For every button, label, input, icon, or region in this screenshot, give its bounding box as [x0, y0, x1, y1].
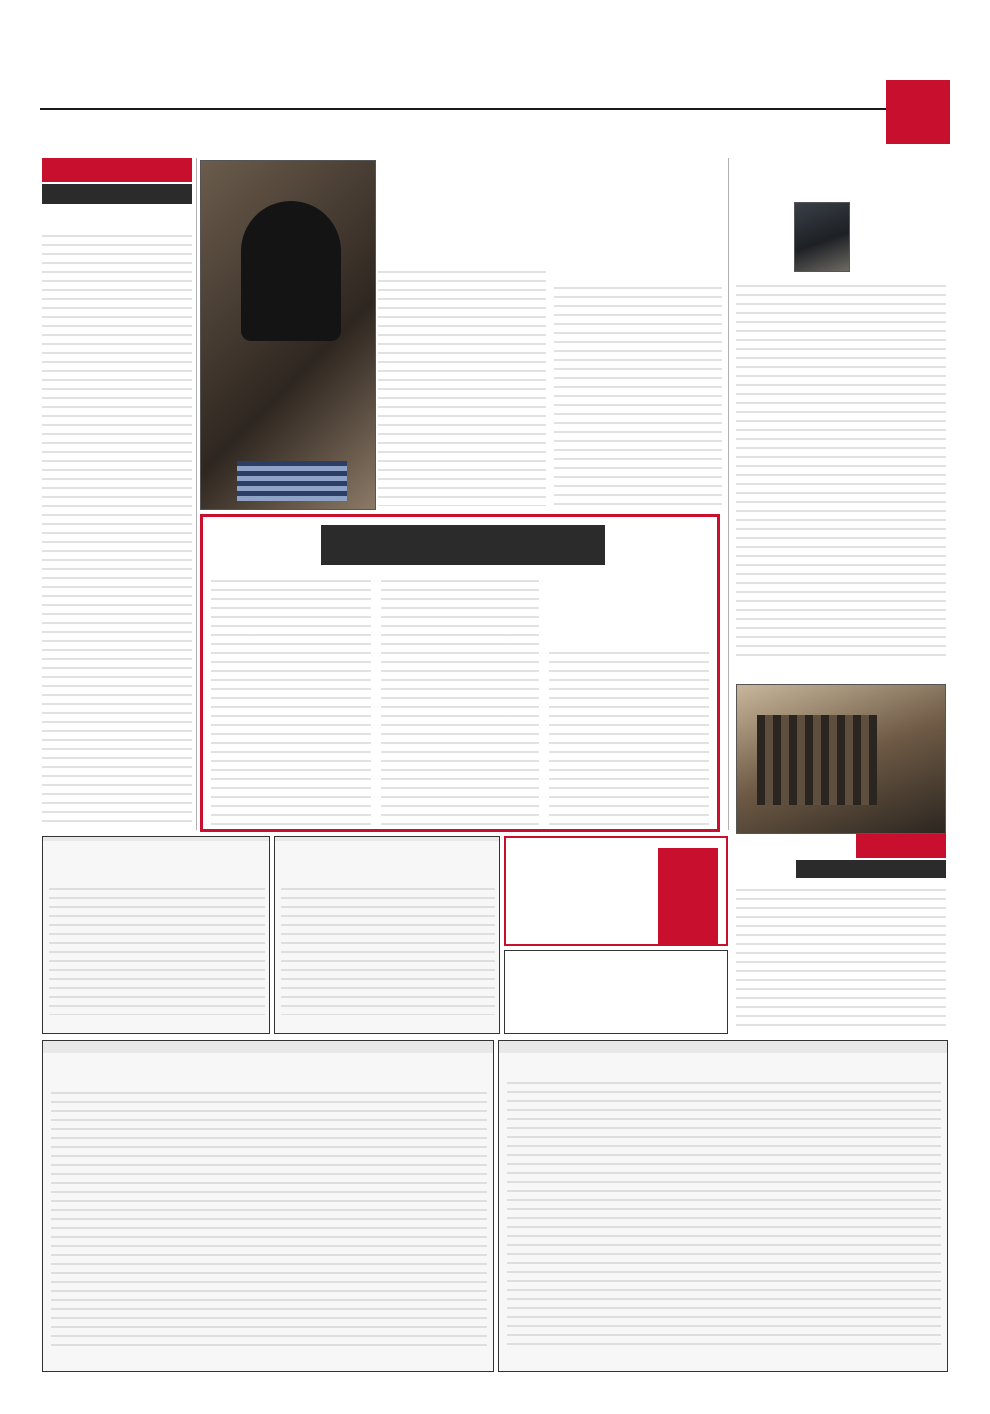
large-ad-2-text-lines [51, 1085, 487, 1349]
main-story-byline [554, 264, 722, 278]
photo-subject-silhouette [241, 201, 341, 341]
confession-story-kicker [549, 589, 709, 641]
right-column-body [736, 278, 946, 658]
confession-story-body-col-1 [549, 645, 709, 829]
small-ad-1-body [281, 881, 495, 1015]
masthead [40, 80, 950, 152]
section-title [450, 80, 560, 114]
date-line [40, 112, 370, 128]
main-story-text-lines-2 [378, 264, 546, 506]
large-ad-1-text-lines [507, 1075, 941, 1349]
confession-story [200, 514, 720, 832]
fire-story-body [736, 882, 946, 1028]
right-column-text-lines [736, 278, 946, 658]
left-story-byline [42, 210, 192, 224]
large-ad-2-body [51, 1085, 487, 1349]
main-story [378, 160, 722, 510]
confession-story-body-col-2 [381, 573, 539, 829]
small-ad-1-title [275, 837, 499, 841]
right-column-byline [856, 202, 946, 216]
small-ad-2-body [49, 881, 265, 1015]
small-ad-2-text-lines [49, 881, 265, 1015]
page-number [830, 82, 878, 122]
left-story-headline-2 [42, 184, 192, 204]
fire-story-photo-block [736, 684, 946, 834]
fire-story-text-lines [736, 882, 946, 1028]
large-ad-1-body [507, 1075, 941, 1349]
photo-striped-clothing [237, 461, 347, 501]
distribution-ad-phone [514, 906, 650, 940]
main-story-text-lines-1 [554, 280, 722, 506]
distribution-ad [504, 836, 728, 946]
right-column-headline [736, 176, 946, 198]
main-story-body-col-1 [554, 280, 722, 506]
main-story-photo [200, 160, 376, 510]
large-ad-2 [42, 1040, 494, 1372]
newspaper-logo [886, 80, 950, 144]
fire-story-subheadline [796, 860, 946, 878]
fire-story-headline-block [736, 834, 946, 878]
confession-text-lines-2 [381, 573, 539, 829]
large-ad-1-title [499, 1041, 947, 1053]
fire-story-photo [736, 684, 946, 834]
lost-notice [504, 950, 728, 1034]
photo-burned-shelves [757, 715, 877, 805]
confession-text-lines-1 [549, 645, 709, 829]
author-portrait [794, 202, 850, 272]
lost-notice-body [515, 975, 717, 1013]
left-story-body [42, 228, 192, 828]
left-story-text-lines [42, 228, 192, 828]
distribution-ad-heading [514, 848, 650, 900]
left-story [42, 158, 192, 830]
distribution-ad-logo [658, 848, 718, 944]
main-story-body-col-2 [378, 264, 546, 506]
column-divider-left [196, 158, 197, 830]
large-ad-2-title [43, 1041, 493, 1053]
fire-story-headline [856, 834, 946, 858]
main-story-headline [378, 166, 722, 258]
small-ad-2-title [43, 837, 269, 841]
small-ad-2 [42, 836, 270, 1034]
section-subtitle [450, 118, 560, 132]
small-ad-1 [274, 836, 500, 1034]
right-column-kicker [736, 158, 946, 172]
confession-story-body-col-3 [211, 573, 371, 829]
large-ad-1 [498, 1040, 948, 1372]
confession-text-lines-3 [211, 573, 371, 829]
confession-story-headline [321, 525, 605, 565]
right-column-signature [736, 664, 946, 678]
small-ad-1-text-lines [281, 881, 495, 1015]
column-divider [728, 158, 729, 830]
right-column-article [736, 158, 946, 680]
confession-story-byline [549, 573, 709, 587]
left-story-headline-1 [42, 158, 192, 182]
